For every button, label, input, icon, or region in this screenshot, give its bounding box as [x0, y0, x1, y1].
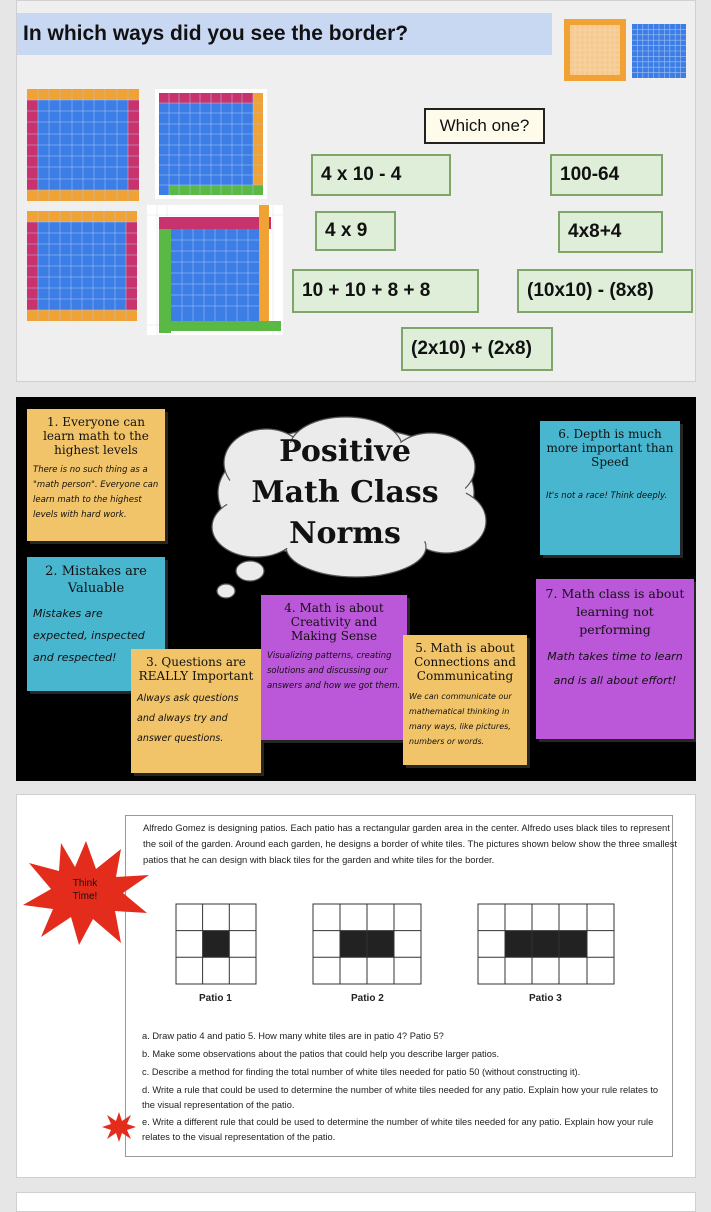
note-title: 2. Mistakes are Valuable — [45, 564, 147, 596]
cloud-title-line-1: Positive — [279, 434, 411, 469]
note-title: 4. Math is about Creativity and Making Sense — [284, 601, 384, 643]
task-prompt: Alfredo Gomez is designing patios. Each patio has a rectangular garden area in the center. Alfredo uses black tiles to represent the soil of the garden. Around each garden, he designs a border of white tiles. The pictures shown below show the three smallest patios that he can design with black tiles for the garden and white tiles for the border. — [143, 822, 677, 865]
think-time-label: Think Time! — [72, 878, 98, 902]
expression-1[interactable]: 4 x 10 - 4 — [311, 154, 451, 196]
patio-3-label: Patio 3 — [529, 993, 562, 1004]
norm-note-4 — [261, 595, 407, 740]
norm-note-7 — [536, 579, 694, 739]
border-grid-1 — [27, 89, 139, 201]
note-title: 5. Math is about Connections and Communicating — [414, 641, 516, 683]
note-title: 1. Everyone can learn math to the highest levels — [43, 415, 149, 457]
question-b: b. Make some observations about the patios that could help you describe larger patios. — [142, 1049, 500, 1059]
expression-6[interactable]: (10x10) - (8x8) — [517, 269, 693, 313]
cloud-title-line-3: Norms — [289, 516, 401, 551]
small-grid-orange — [564, 19, 626, 81]
expression-2[interactable]: 100-64 — [550, 154, 663, 196]
border-grid-3 — [27, 211, 137, 321]
expression-4[interactable]: 4x8+4 — [558, 211, 663, 253]
patio-3 — [477, 903, 615, 985]
norm-note-3 — [131, 649, 261, 773]
question-d: d. Write a rule that could be used to determine the number of white tiles needed for any patio. Explain how your rule relates to the visual representation of the patio. — [142, 1085, 659, 1110]
note-body: Mistakes are expected, inspected and respected! — [33, 607, 145, 664]
cloud-title-line-2: Math Class — [251, 475, 439, 510]
small-grid-blue — [632, 24, 686, 78]
expression-7[interactable]: (2x10) + (2x8) — [401, 327, 553, 371]
note-body: We can communicate our mathematical thinking in many ways, like pictures, numbers or words. — [409, 692, 512, 746]
slide-title: In which ways did you see the border? — [17, 13, 552, 55]
note-body: Math takes time to learn and is all about effort! — [547, 650, 683, 687]
patio-task-slide — [16, 794, 696, 1178]
norm-note-6 — [540, 421, 680, 555]
next-slide-edge — [16, 1192, 696, 1212]
math-norms-slide — [16, 397, 696, 781]
border-grid-2 — [155, 89, 267, 199]
patio-2-label: Patio 2 — [351, 993, 384, 1004]
note-body: There is no such thing as a "math person". Everyone can learn math to the highest levels with hard work. — [33, 465, 159, 520]
border-slide — [16, 0, 696, 382]
note-title: 7. Math class is about learning not performing — [545, 586, 685, 637]
note-title: 3. Questions are REALLY Important — [138, 655, 254, 683]
note-body: Visualizing patterns, creating solutions and discussing our answers and how we got them. — [267, 651, 401, 691]
question-c: c. Describe a method for finding the total number of white tiles needed for patio 50 (without constructing it). — [142, 1067, 581, 1077]
norm-note-5 — [403, 635, 527, 765]
note-body: It's not a race! Think deeply. — [546, 491, 668, 501]
patio-2 — [312, 903, 422, 985]
norm-note-1 — [27, 409, 165, 541]
note-title: 6. Depth is much more important than Speed — [546, 427, 674, 469]
border-grid-4 — [147, 205, 283, 335]
expression-5[interactable]: 10 + 10 + 8 + 8 — [292, 269, 479, 313]
expression-3[interactable]: 4 x 9 — [315, 211, 396, 251]
question-e: e. Write a different rule that could be used to determine the number of white tiles needed for any patio. Explain how your rule relates to the visual representation of the patio. — [142, 1117, 654, 1142]
which-one-label: Which one? — [424, 108, 545, 144]
star-icon — [101, 1111, 137, 1143]
patio-1-label: Patio 1 — [199, 993, 232, 1004]
question-a: a. Draw patio 4 and patio 5. How many white tiles are in patio 4? Patio 5? — [142, 1031, 444, 1041]
cloud-title — [225, 431, 465, 554]
note-body: Always ask questions and always try and answer questions. — [137, 693, 239, 744]
patio-1 — [175, 903, 257, 985]
